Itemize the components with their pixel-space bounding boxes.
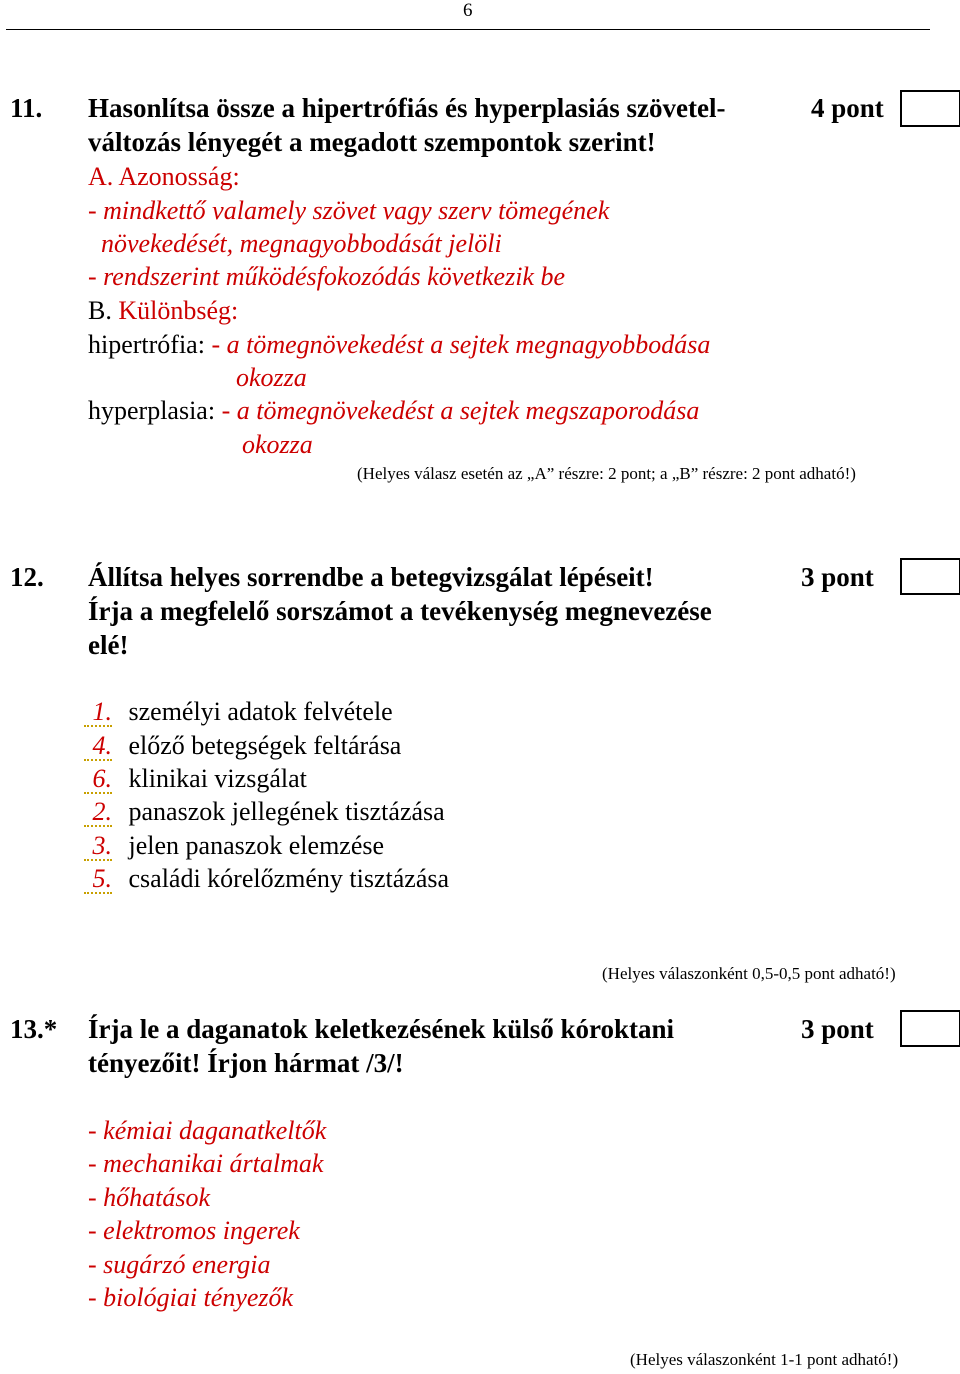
q12-step [84, 864, 449, 894]
q11-number: 11. [10, 93, 43, 123]
q13-number: 13.* [10, 1014, 58, 1044]
q12-step-number: 5. [84, 866, 112, 894]
q11-part-a-label: Azonosság: [118, 162, 240, 191]
page-number: 6 [463, 0, 473, 21]
q11-title-line1: Hasonlítsa össze a hipertrófiás és hyperplasiás szövetel- [88, 93, 726, 123]
q11-b2-row [88, 396, 699, 426]
q12-title-line1: Állítsa helyes sorrendbe a betegvizsgálat lépéseit! [88, 562, 654, 592]
q12-step-number: 1. [84, 699, 112, 727]
q12-step-number: 6. [84, 766, 112, 794]
q12-step [84, 731, 401, 761]
q12-score-box[interactable] [900, 558, 960, 595]
q12-step [84, 831, 384, 861]
q13-scoring-note: (Helyes válaszonként 1-1 pont adható!) [630, 1350, 899, 1369]
q12-step [84, 697, 393, 727]
q11-points: 4 pont [811, 93, 884, 123]
q12-step-text: személyi adatok felvétele [128, 697, 393, 726]
q11-b2-text: - a tömegnövekedést a sejtek megszaporodása [221, 396, 700, 425]
q12-step-text: előző betegségek feltárása [128, 731, 402, 760]
q12-step-number: 3. [84, 833, 112, 861]
q13-points: 3 pont [801, 1014, 874, 1044]
q11-b1-text: - a tömegnövekedést a sejtek megnagyobbodása [211, 330, 711, 359]
q13-answer: - elektromos ingerek [88, 1216, 300, 1245]
q12-step-text: klinikai vizsgálat [128, 764, 307, 793]
q12-number: 12. [10, 562, 44, 592]
q11-a-line1: - mindkettő valamely szövet vagy szerv tömegének [88, 196, 610, 225]
q13-score-box[interactable] [900, 1010, 960, 1047]
q12-title-line3: elé! [88, 630, 129, 660]
q13-title-line2: tényezőit! Írjon hármat /3/! [88, 1048, 404, 1078]
q12-step-text: jelen panaszok elemzése [128, 831, 385, 860]
q13-answer: - hőhatások [88, 1183, 211, 1212]
q13-answer: - kémiai daganatkeltők [88, 1116, 327, 1145]
q11-title-line2: változás lényegét a megadott szempontok szerint! [88, 127, 656, 157]
q11-score-box[interactable] [900, 90, 960, 127]
q11-part-b-heading [88, 296, 238, 326]
q11-part-a-prefix: A. [88, 162, 114, 191]
q11-part-a-heading [88, 162, 240, 192]
q11-b1-row [88, 330, 710, 360]
q12-step-number: 2. [84, 799, 112, 827]
q13-answer: - sugárzó energia [88, 1250, 271, 1279]
q11-part-b-prefix: B. [88, 296, 112, 325]
q13-answer: - mechanikai ártalmak [88, 1149, 324, 1178]
q12-step [84, 764, 307, 794]
header-rule [6, 29, 930, 30]
q11-part-b-label: Különbség: [118, 296, 239, 325]
q13-title-line1: Írja le a daganatok keletkezésének külső kóroktani [88, 1014, 675, 1044]
q12-scoring-note: (Helyes válaszonként 0,5-0,5 pont adható!) [602, 964, 896, 983]
q12-step-text: családi kórelőzmény tisztázása [128, 864, 450, 893]
q12-step-text: panaszok jellegének tisztázása [128, 797, 445, 826]
q11-b1-cont: okozza [236, 363, 307, 392]
q13-answer: - biológiai tényezők [88, 1283, 294, 1312]
q12-points: 3 pont [801, 562, 874, 592]
q12-title-line2: Írja a megfelelő sorszámot a tevékenység megnevezése [88, 596, 712, 626]
q11-a-line3: - rendszerint működésfokozódás következik be [88, 262, 566, 291]
q11-b1-label: hipertrófia: [88, 330, 205, 359]
q11-scoring-note: (Helyes válasz esetén az „A” részre: 2 pont; a „B” részre: 2 pont adható!) [357, 464, 856, 483]
q12-step [84, 797, 445, 827]
q11-b2-cont: okozza [242, 430, 313, 459]
q11-b2-label: hyperplasia: [88, 396, 216, 425]
q12-step-number: 4. [84, 733, 112, 761]
q11-a-line2: növekedését, megnagyobbodását jelöli [101, 229, 502, 258]
